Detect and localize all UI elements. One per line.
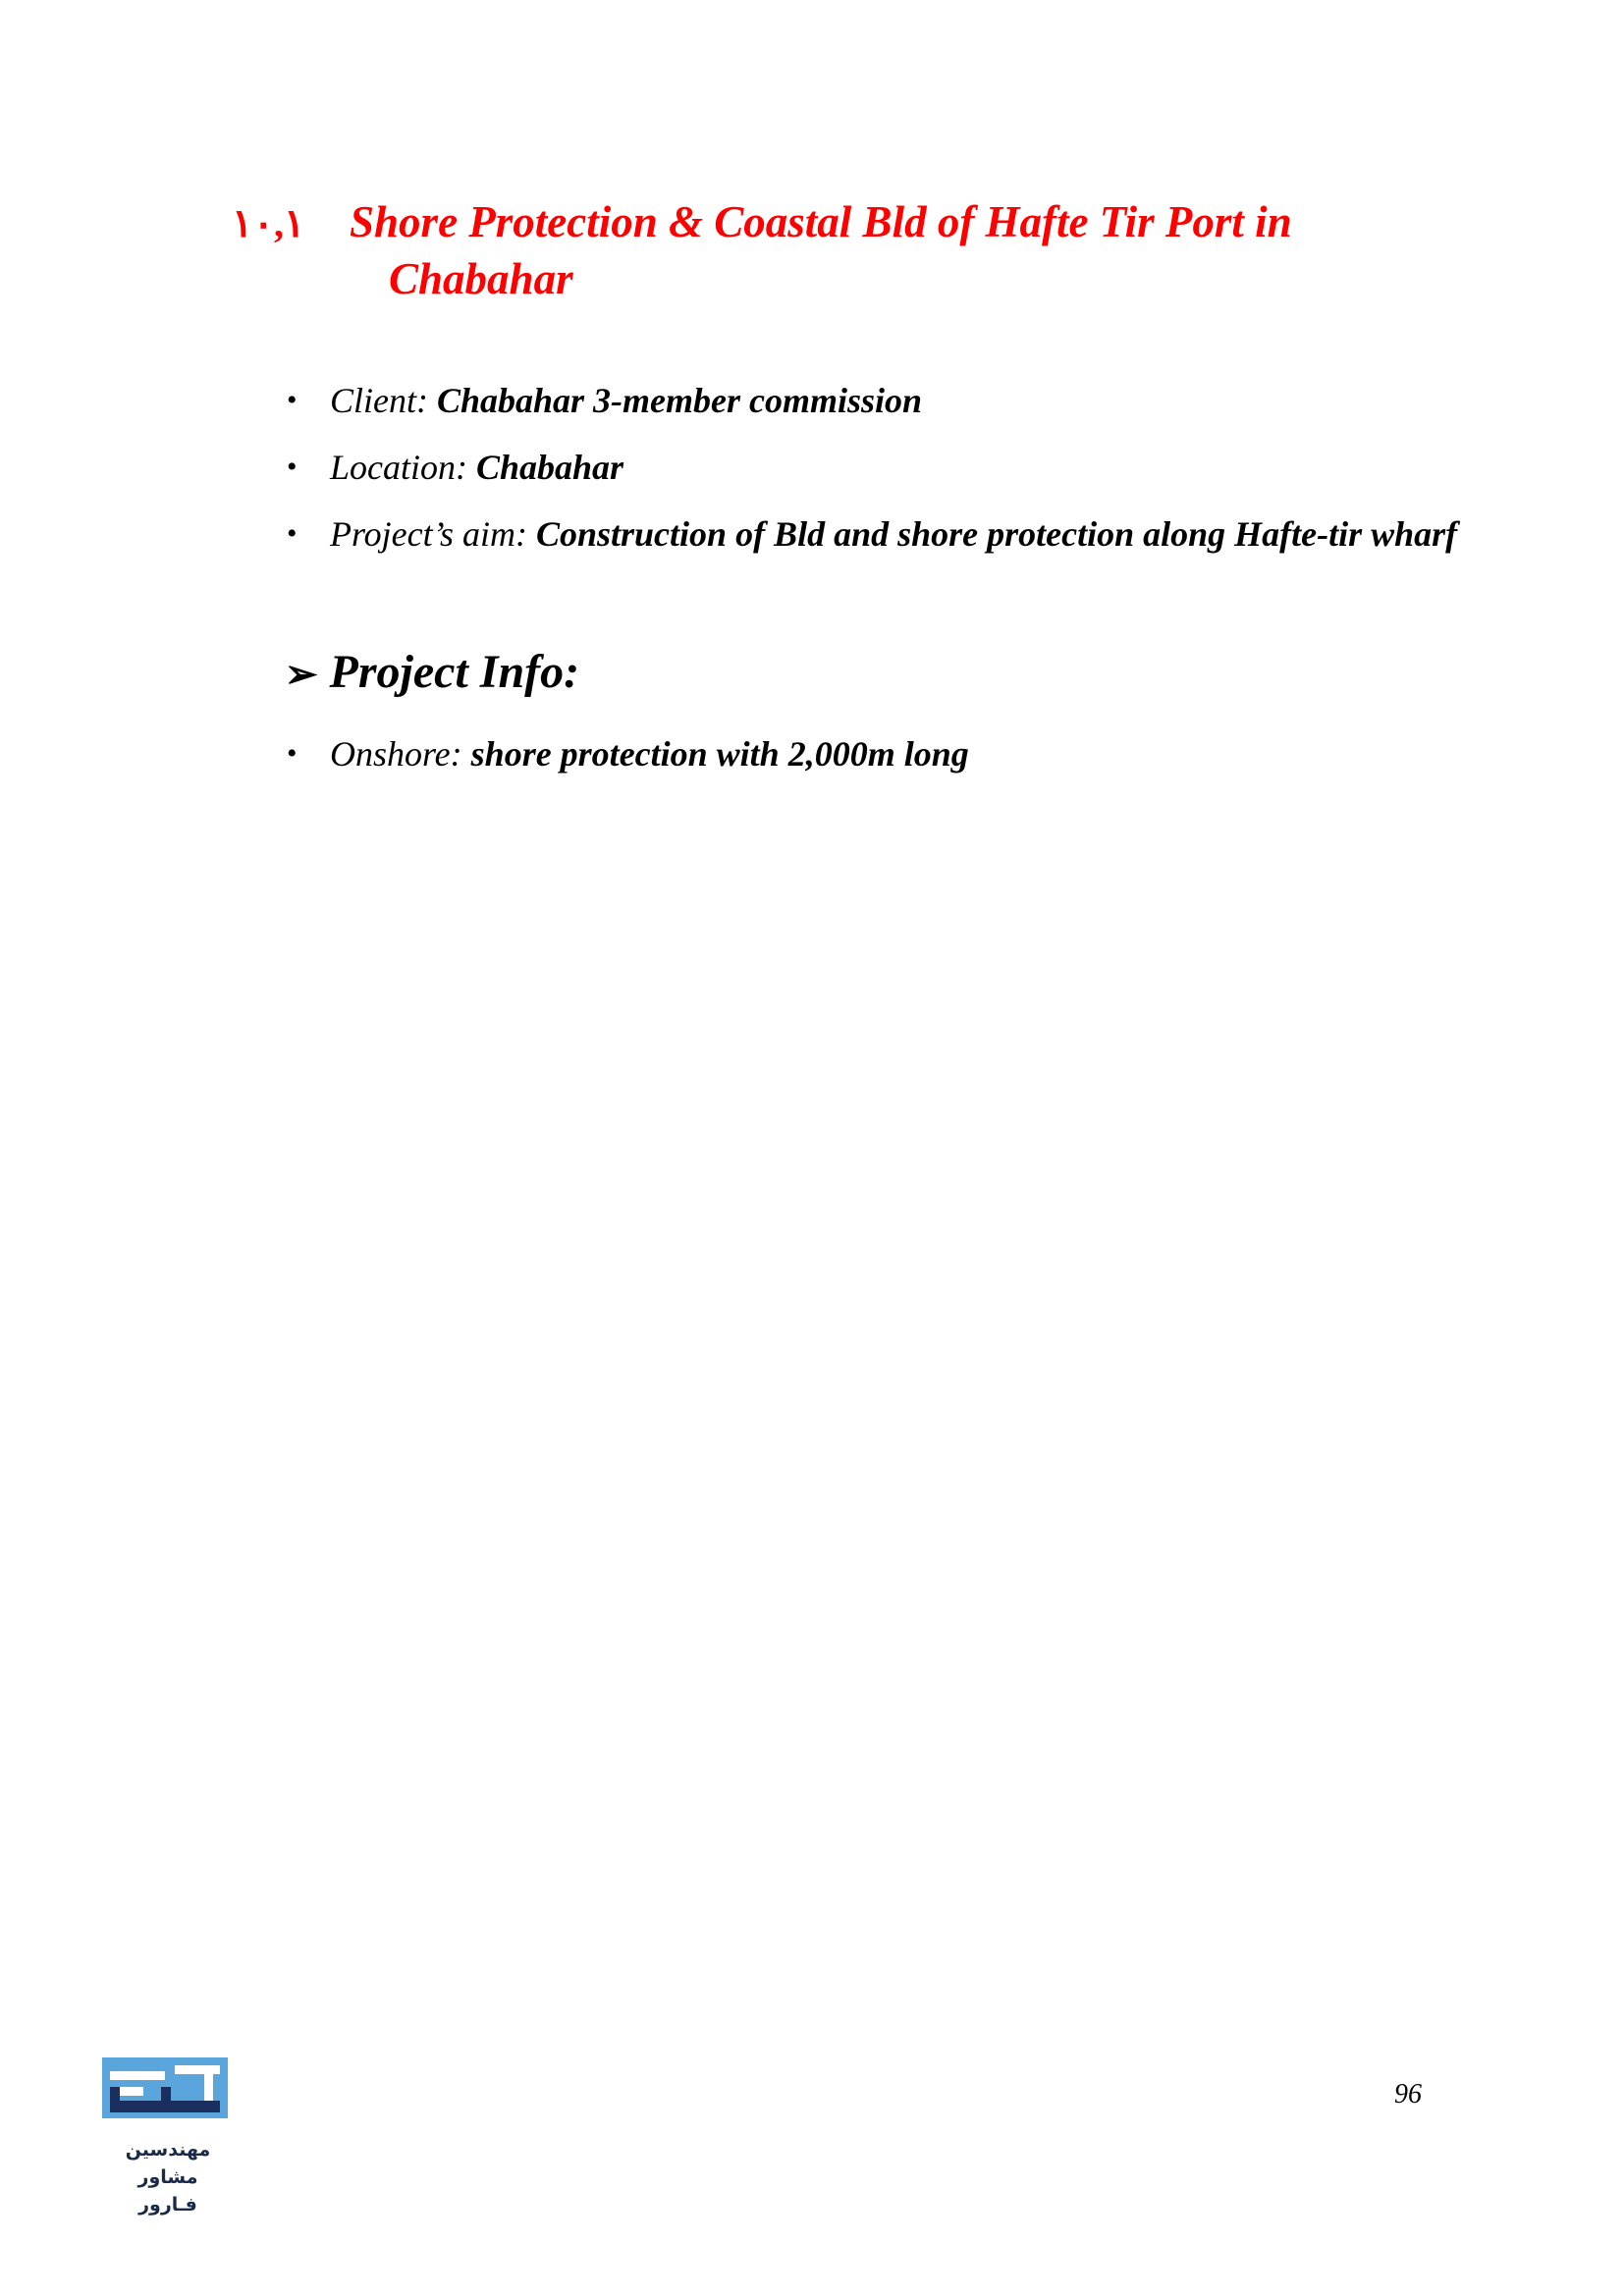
company-logo: [102, 2057, 228, 2118]
logo-text: [94, 2136, 242, 2218]
detail-value: Chabahar: [476, 448, 624, 487]
page-number: 96: [1394, 2079, 1422, 2109]
bullet-icon: •: [287, 451, 298, 483]
detail-value: Construction of Bld and shore protection along Hafte-tir wharf: [535, 514, 1458, 554]
section-number: ١٠,١: [232, 201, 305, 245]
project-details-list: [285, 367, 1463, 567]
detail-value: Chabahar 3-member commission: [436, 381, 923, 420]
detail-label: Client:: [330, 381, 437, 420]
detail-label: Onshore:: [330, 734, 471, 774]
list-item: [285, 501, 1463, 567]
logo-text-line1: مهندسین مشاور: [125, 2139, 211, 2188]
section-title-line2: Chabahar: [389, 254, 573, 303]
list-item: [285, 721, 1463, 787]
project-info-list: [285, 721, 1463, 787]
arrow-bullet-icon: ➢: [285, 652, 318, 696]
bullet-icon: •: [287, 384, 298, 416]
detail-value: shore protection with 2,000m long: [470, 734, 969, 774]
section-title-line1: Shore Protection & Coastal Bld of Hafte Tir Port in: [350, 197, 1292, 246]
bullet-icon: •: [287, 737, 298, 770]
logo-text-line2: فـارور: [138, 2194, 197, 2216]
detail-label: Project’s aim:: [330, 514, 536, 554]
project-info-title: Project Info:: [329, 646, 580, 698]
list-item: [285, 367, 1463, 434]
list-item: [285, 434, 1463, 501]
detail-label: Location:: [330, 448, 476, 487]
bullet-icon: •: [287, 517, 298, 550]
section-heading: [232, 194, 1459, 306]
project-info-heading: [285, 643, 579, 704]
